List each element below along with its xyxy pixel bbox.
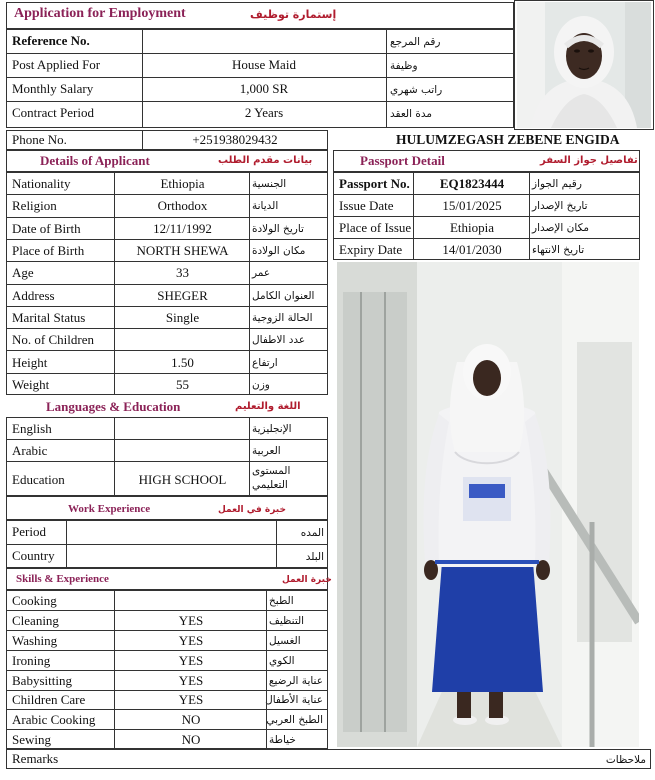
skill-label: Washing	[12, 632, 58, 648]
salary-label-ar: راتب شهري	[390, 84, 443, 96]
detail-label: Height	[12, 354, 48, 370]
detail-value: Ethiopia	[160, 176, 205, 192]
work-country-label: Country	[12, 548, 55, 563]
skill-label-ar: الكوي	[269, 654, 295, 667]
detail-label-ar: مكان الولادة	[252, 245, 306, 258]
detail-label: Address	[12, 287, 55, 303]
skill-label-ar: عناية الأطفال	[265, 694, 323, 707]
detail-label: Weight	[12, 376, 50, 392]
detail-value: NORTH SHEWA	[136, 243, 229, 259]
languages-title-ar: اللغة والتعليم	[235, 401, 301, 412]
skill-label-ar: الطبخ	[269, 594, 294, 607]
detail-label-ar: عدد الاطفال	[252, 334, 306, 347]
detail-label: Religion	[12, 198, 57, 214]
remarks-row	[6, 749, 651, 769]
passport-title: Passport Detail	[360, 153, 445, 168]
passport-label-ar: رقيم الجواز	[532, 178, 582, 190]
language-label: English	[12, 421, 52, 436]
post-label-ar: وظيفة	[390, 60, 418, 72]
skill-value: YES	[178, 692, 204, 708]
work-title-ar: خبرة في العمل	[218, 505, 286, 515]
detail-label-ar: تاريخ الولادة	[252, 222, 304, 235]
skill-label: Children Care	[12, 692, 86, 708]
passport-title-ar: تفاصيل جواز السفر	[540, 155, 638, 166]
skill-label-ar: عناية الرضيع	[268, 674, 323, 687]
reference-label-ar: رقم المرجع	[390, 36, 441, 48]
salary-label: Monthly Salary	[12, 81, 94, 96]
passport-label-ar: مكان الإصدار	[532, 222, 589, 234]
detail-label: Age	[12, 265, 34, 281]
form-title-ar: إستمارة توظيف	[250, 8, 337, 21]
applicant-name: HULUMZEGASH ZEBENE ENGIDA	[396, 132, 620, 147]
skill-label-ar: التنظيف	[269, 614, 305, 627]
phone-label: Phone No.	[12, 132, 67, 147]
detail-label-ar: عمر	[252, 267, 271, 280]
detail-label-ar: العنوان الكامل	[252, 289, 315, 302]
skill-label: Babysitting	[12, 672, 72, 688]
skill-value: YES	[178, 612, 204, 628]
skills-title: Skills & Experience	[16, 573, 109, 585]
languages-table	[6, 417, 328, 496]
skill-label: Cleaning	[12, 612, 59, 628]
contract-value: 2 Years	[244, 105, 284, 120]
skill-value: YES	[178, 652, 204, 668]
skill-label: Sewing	[12, 732, 51, 748]
skill-value: NO	[181, 732, 201, 748]
full-length-photo	[337, 262, 639, 747]
passport-label-ar: تاريخ الإصدار	[532, 200, 588, 212]
portrait-photo	[517, 2, 651, 128]
passport-label: Place of Issue	[339, 220, 412, 235]
detail-label: Nationality	[12, 176, 71, 192]
detail-value: SHEGER	[157, 287, 208, 303]
detail-label-ar: الديانة	[252, 200, 279, 213]
contract-label: Contract Period	[12, 105, 94, 120]
details-table	[6, 172, 328, 395]
work-title: Work Experience	[68, 503, 151, 515]
language-value: HIGH SCHOOL	[138, 471, 227, 487]
skill-label-ar: الغسيل	[269, 634, 301, 647]
detail-label: Date of Birth	[12, 220, 81, 236]
detail-value: 12/11/1992	[153, 220, 212, 236]
skill-label-ar: الطبخ العربي	[266, 714, 323, 727]
skill-label: Arabic Cooking	[12, 712, 96, 728]
skill-value: YES	[178, 632, 204, 648]
detail-value: Single	[165, 309, 200, 325]
detail-value: 33	[176, 265, 189, 281]
skill-value: NO	[181, 712, 201, 728]
passport-value: Ethiopia	[449, 220, 495, 235]
details-title: Details of Applicant	[40, 153, 150, 168]
post-value: House Maid	[232, 57, 296, 72]
detail-value: 1.50	[171, 354, 194, 370]
detail-label-ar: وزن	[252, 378, 270, 391]
passport-label: Passport No.	[339, 176, 410, 191]
detail-value: Orthodox	[157, 198, 208, 214]
passport-label: Expiry Date	[339, 242, 403, 257]
work-country-label-ar: البلد	[305, 551, 324, 563]
passport-table	[333, 172, 640, 260]
form-title: Application for Employment	[14, 6, 186, 21]
detail-label: No. of Children	[12, 332, 94, 348]
skills-title-ar: خبرة العمل	[282, 575, 332, 585]
skill-value: YES	[178, 672, 204, 688]
detail-label: Place of Birth	[12, 243, 85, 259]
work-period-label-ar: المده	[300, 527, 324, 539]
skill-label: Ironing	[12, 652, 51, 668]
skill-label-ar: خياطة	[269, 734, 296, 747]
language-label: Education	[12, 471, 65, 487]
skills-table	[6, 590, 328, 749]
phone-value: +251938029432	[192, 132, 278, 147]
detail-label-ar: الحالة الزوجية	[252, 311, 313, 324]
detail-label: Marital Status	[12, 309, 86, 325]
remarks-label-ar: ملاحظات	[605, 754, 646, 766]
passport-label: Issue Date	[339, 198, 394, 213]
remarks-label: Remarks	[12, 751, 59, 766]
detail-label-ar: ارتفاع	[252, 356, 278, 369]
passport-value: 14/01/2030	[442, 242, 502, 257]
reference-label: Reference No.	[12, 33, 90, 48]
post-label: Post Applied For	[12, 57, 101, 72]
passport-value: 15/01/2025	[442, 198, 502, 213]
languages-title: Languages & Education	[46, 399, 181, 414]
passport-label-ar: تاريخ الانتهاء	[532, 244, 585, 256]
passport-value: EQ1823444	[439, 176, 505, 191]
work-period-label: Period	[12, 524, 46, 539]
details-title-ar: بيانات مقدم الطلب	[218, 155, 313, 166]
salary-value: 1,000 SR	[239, 81, 289, 96]
contract-label-ar: مدة العقد	[390, 108, 432, 120]
language-label-ar: المستوى التعليمي	[252, 465, 291, 491]
detail-value: 55	[176, 376, 189, 392]
skill-label: Cooking	[12, 592, 57, 608]
language-label-ar: العربية	[252, 445, 281, 457]
detail-label-ar: الجنسية	[252, 178, 287, 191]
language-label: Arabic	[12, 443, 48, 458]
language-label-ar: الإنجليزية	[252, 423, 292, 435]
